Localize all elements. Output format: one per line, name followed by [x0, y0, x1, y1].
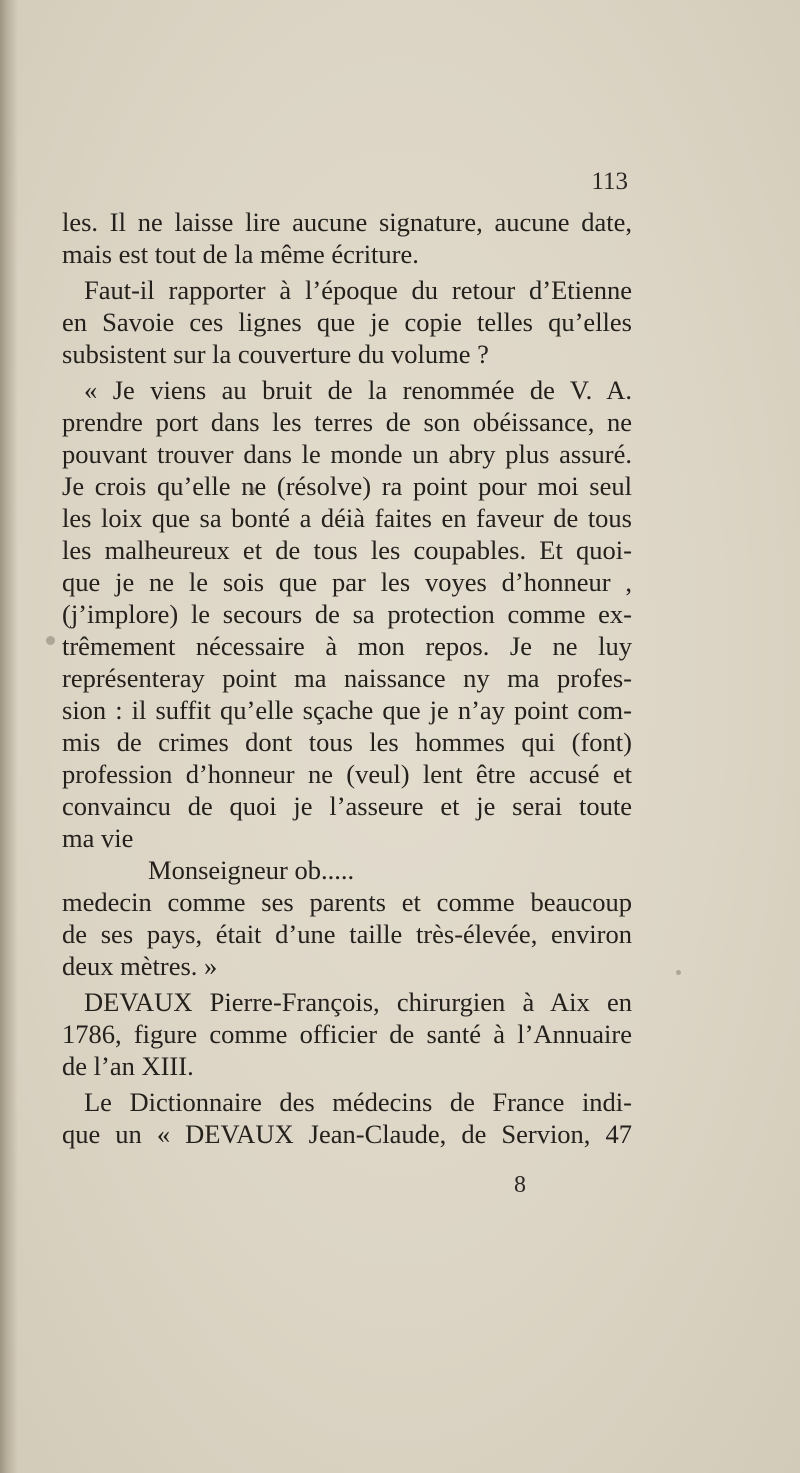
text-line: (j’implore) le secours de sa protection comme ex-	[62, 599, 632, 629]
text-line: medecin comme ses parents et comme beaucoup	[62, 887, 632, 917]
text-line: Le Dictionnaire des médecins de France indi-	[84, 1087, 632, 1117]
text-line: de ses pays, était d’une taille très-élevée, environ	[62, 919, 632, 949]
page-number: 113	[591, 168, 628, 195]
text-line: que je ne le sois que par les voyes d’honneur ,	[62, 567, 632, 597]
text-line: convaincu de quoi je l’asseure et je serai toute	[62, 791, 632, 821]
text-line: mis de crimes dont tous les hommes qui (font)	[62, 727, 632, 757]
text-line: représenteray point ma naissance ny ma profes-	[62, 663, 632, 693]
page-gutter-shadow	[0, 0, 18, 1473]
ink-smudge	[249, 487, 256, 494]
text-line: que un « DEVAUX Jean-Claude, de Servion, 47	[62, 1119, 632, 1149]
text-line: les. Il ne laisse lire aucune signature, aucune date,	[62, 207, 632, 237]
body-text	[62, 206, 632, 1150]
text-line: profession d’honneur ne (veul) lent être accusé et	[62, 759, 632, 789]
text-line: trêmement nécessaire à mon repos. Je ne luy	[62, 631, 632, 661]
text-line: ma vie	[62, 823, 134, 853]
text-line: prendre port dans les terres de son obéissance, ne	[62, 407, 632, 437]
text-line: DEVAUX Pierre-François, chirurgien à Aix en	[84, 987, 632, 1017]
text-line: deux mètres. »	[62, 951, 218, 981]
text-line: mais est tout de la même écriture.	[62, 239, 419, 269]
text-line: en Savoie ces lignes que je copie telles qu’elles	[62, 307, 632, 337]
ink-smudge	[46, 636, 55, 645]
text-line: les loix que sa bonté a déià faites en faveur de tous	[62, 503, 632, 533]
text-line: de l’an XIII.	[62, 1051, 194, 1081]
ink-smudge	[676, 970, 681, 975]
text-line: subsistent sur la couverture du volume ?	[62, 339, 489, 369]
text-line: Monseigneur ob.....	[148, 855, 355, 885]
text-line: les malheureux et de tous les coupables. Et quoi-	[62, 535, 632, 565]
text-line: « Je viens au bruit de la renommée de V. A.	[84, 375, 632, 405]
text-line: 1786, figure comme officier de santé à l’Annuaire	[62, 1019, 632, 1049]
text-line: Je crois qu’elle ne (résolve) ra point pour moi seul	[62, 471, 632, 501]
text-line: sion : il suffit qu’elle sçache que je n’ay point com-	[62, 695, 632, 725]
text-line: pouvant trouver dans le monde un abry plus assuré.	[62, 439, 632, 469]
text-line: Faut-il rapporter à l’époque du retour d’Etienne	[84, 275, 632, 305]
signature-mark: 8	[514, 1172, 526, 1198]
